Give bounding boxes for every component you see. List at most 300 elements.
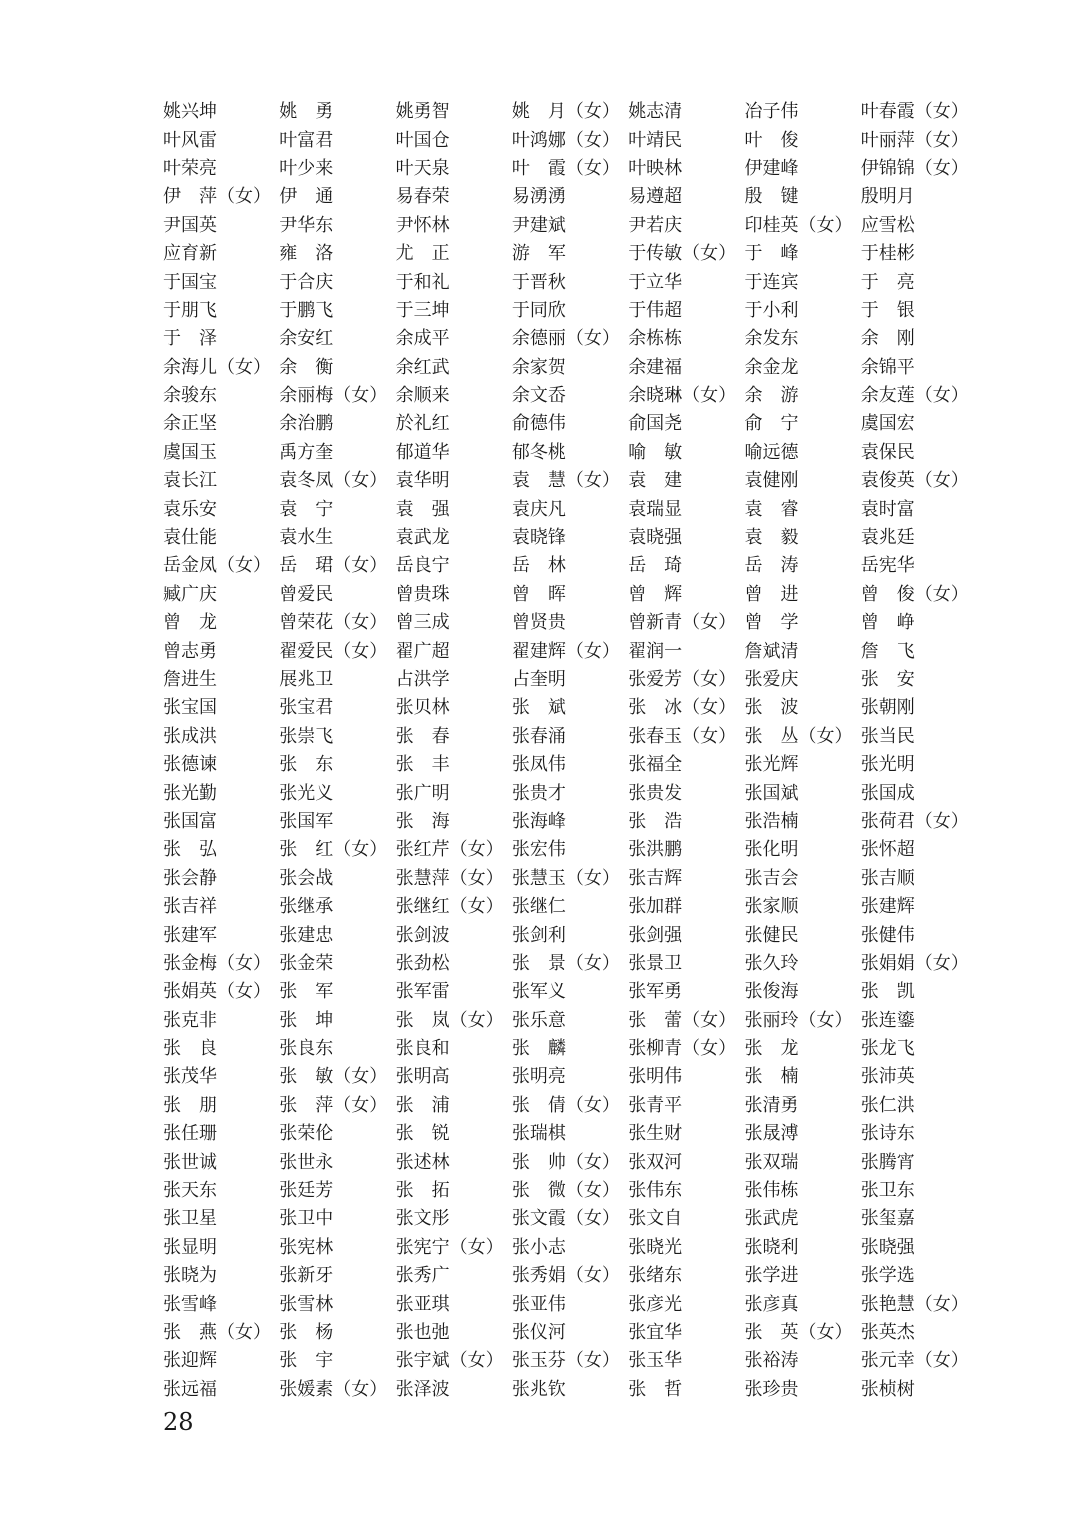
name-entry: 袁 建 bbox=[628, 470, 683, 492]
name-entry: 张吉顺 bbox=[860, 867, 915, 889]
name-entry: 袁 宁 bbox=[279, 498, 334, 520]
name-entry: 张雪峰 bbox=[163, 1293, 217, 1315]
name-entry: 张荣伦 bbox=[279, 1123, 334, 1145]
name-entry: 于 泽 bbox=[163, 328, 217, 350]
name-entry: 张 东 bbox=[279, 754, 334, 776]
name-entry: 岳 林 bbox=[511, 555, 566, 577]
name-entry: 于 亮 bbox=[860, 271, 915, 293]
name-entry: 张 红（女） bbox=[279, 839, 388, 861]
name-entry: 于晋秋 bbox=[511, 271, 566, 293]
name-entry: 张显明 bbox=[163, 1236, 217, 1258]
name-entry: 叶少来 bbox=[279, 157, 334, 179]
name-entry: 张生财 bbox=[628, 1123, 683, 1145]
name-entry: 于同欣 bbox=[511, 299, 566, 321]
name-entry: 张军雷 bbox=[395, 981, 450, 1003]
name-entry: 张光明 bbox=[860, 754, 915, 776]
name-entry: 曾 学 bbox=[744, 612, 799, 634]
name-entry: 张洪鹏 bbox=[628, 839, 683, 861]
name-entry: 张 景（女） bbox=[511, 952, 620, 974]
name-entry: 余红武 bbox=[395, 356, 450, 378]
name-entry: 张 拓 bbox=[395, 1180, 450, 1202]
name-row bbox=[163, 354, 963, 382]
name-entry: 张英杰 bbox=[860, 1321, 915, 1343]
name-entry: 张浩楠 bbox=[744, 810, 799, 832]
name-row bbox=[163, 581, 969, 609]
name-entry: 占奎明 bbox=[511, 669, 566, 690]
name-entry: 张武虎 bbox=[744, 1208, 799, 1230]
name-entry: 张迎辉 bbox=[163, 1350, 217, 1372]
name-entry: 张晓为 bbox=[163, 1265, 217, 1287]
name-entry: 张伟栋 bbox=[744, 1180, 799, 1202]
name-entry: 张文自 bbox=[628, 1208, 683, 1230]
name-entry: 张福全 bbox=[628, 754, 683, 776]
name-entry: 张玉芬（女） bbox=[511, 1350, 620, 1372]
name-entry: 余家贺 bbox=[511, 356, 566, 378]
name-entry: 张兆钦 bbox=[511, 1378, 566, 1400]
name-entry: 余建福 bbox=[628, 356, 683, 378]
name-entry: 张卫中 bbox=[279, 1208, 334, 1230]
name-entry: 张国成 bbox=[860, 782, 915, 804]
name-entry: 翟润一 bbox=[628, 640, 683, 662]
name-entry: 张 楠 bbox=[744, 1066, 799, 1088]
name-entry: 张宇斌（女） bbox=[395, 1350, 504, 1372]
name-entry: 于三坤 bbox=[395, 299, 450, 321]
name-entry: 张成洪 bbox=[163, 725, 217, 747]
name-row bbox=[163, 978, 963, 1006]
name-entry: 张媛素（女） bbox=[279, 1378, 388, 1400]
name-entry: 袁保民 bbox=[860, 441, 915, 463]
name-entry: 张 岚（女） bbox=[395, 1009, 504, 1031]
name-entry: 张文霞（女） bbox=[511, 1208, 620, 1230]
name-entry: 于鹏飞 bbox=[279, 299, 334, 321]
name-entry: 张玺嘉 bbox=[860, 1208, 915, 1230]
name-entry: 张建忠 bbox=[279, 924, 334, 946]
name-entry: 岳 珺（女） bbox=[279, 555, 388, 577]
name-entry: 张继仁 bbox=[511, 896, 566, 918]
name-entry: 张泽波 bbox=[395, 1378, 450, 1400]
name-row bbox=[163, 893, 963, 921]
name-entry: 俞 宁 bbox=[744, 413, 799, 435]
name-entry: 张连鎏 bbox=[860, 1009, 915, 1031]
name-row bbox=[163, 1035, 963, 1063]
name-entry: 于 峰 bbox=[744, 243, 799, 265]
name-row bbox=[163, 1007, 963, 1035]
name-entry: 张海峰 bbox=[511, 810, 566, 832]
name-entry: 张卫星 bbox=[163, 1208, 217, 1230]
name-entry: 郁道华 bbox=[395, 441, 450, 463]
name-entry: 张吉辉 bbox=[628, 867, 683, 889]
name-entry: 曾 峥 bbox=[860, 612, 915, 634]
name-entry: 袁健刚 bbox=[744, 470, 799, 492]
name-entry: 张龙飞 bbox=[860, 1038, 915, 1060]
name-entry: 张广明 bbox=[395, 782, 450, 804]
name-entry: 张金荣 bbox=[279, 952, 334, 974]
name-entry: 曾三成 bbox=[395, 612, 450, 634]
name-entry: 张德谏 bbox=[163, 754, 217, 776]
name-entry: 翟建辉（女） bbox=[511, 640, 620, 662]
name-entry: 张 军 bbox=[279, 981, 334, 1003]
name-entry: 伊 萍（女） bbox=[163, 186, 271, 208]
name-entry: 应育新 bbox=[163, 243, 217, 265]
name-entry: 张晓利 bbox=[744, 1236, 799, 1258]
name-entry: 袁乐安 bbox=[163, 498, 217, 520]
name-entry: 张小志 bbox=[511, 1236, 566, 1258]
name-entry: 张 坤 bbox=[279, 1009, 334, 1031]
name-row bbox=[163, 1319, 963, 1347]
name-entry: 张雪林 bbox=[279, 1293, 334, 1315]
name-entry: 于传敏（女） bbox=[628, 243, 737, 265]
name-entry: 张双瑞 bbox=[744, 1151, 799, 1173]
name-entry: 张继红（女） bbox=[395, 896, 504, 918]
name-row bbox=[163, 921, 963, 949]
name-entry: 伊建峰 bbox=[744, 157, 799, 179]
name-entry: 张慧萍（女） bbox=[395, 867, 504, 889]
name-entry: 余友莲（女） bbox=[860, 385, 969, 407]
name-entry: 张当民 bbox=[860, 725, 915, 747]
name-entry: 伊锦锦（女） bbox=[860, 157, 969, 179]
name-entry: 张吉祥 bbox=[163, 896, 217, 918]
name-entry: 冶子伟 bbox=[744, 101, 799, 123]
name-entry: 曾贤贵 bbox=[511, 612, 566, 634]
name-row bbox=[163, 1148, 963, 1176]
name-row bbox=[163, 268, 963, 296]
name-entry: 于桂彬 bbox=[860, 243, 915, 265]
name-entry: 展兆卫 bbox=[279, 669, 334, 690]
name-entry: 张世永 bbox=[279, 1151, 334, 1173]
name-entry: 张玉华 bbox=[628, 1350, 683, 1372]
name-entry: 于伟超 bbox=[628, 299, 683, 321]
name-entry: 雍 洛 bbox=[279, 243, 334, 265]
name-entry: 张荷君（女） bbox=[860, 810, 969, 832]
name-entry: 袁仕能 bbox=[163, 527, 217, 549]
name-entry: 张建辉 bbox=[860, 896, 915, 918]
name-row bbox=[163, 297, 963, 325]
name-row bbox=[163, 950, 969, 978]
name-entry: 袁俊英（女） bbox=[860, 470, 969, 492]
name-row bbox=[163, 439, 963, 467]
name-row bbox=[163, 865, 963, 893]
name-entry: 詹斌清 bbox=[744, 640, 799, 662]
name-entry: 袁长江 bbox=[163, 470, 217, 492]
name-entry: 袁华明 bbox=[395, 470, 450, 492]
name-entry: 张世诚 bbox=[163, 1151, 217, 1173]
name-entry: 岳 涛 bbox=[744, 555, 799, 577]
name-entry: 张春玉（女） bbox=[628, 725, 737, 747]
name-entry: 张 倩（女） bbox=[511, 1094, 620, 1116]
name-row bbox=[163, 183, 963, 211]
name-entry: 郁冬桃 bbox=[511, 441, 566, 463]
name-entry: 张 春 bbox=[395, 725, 450, 747]
name-entry: 张景卫 bbox=[628, 952, 683, 974]
name-entry: 虞国玉 bbox=[163, 441, 217, 463]
name-entry: 张劲松 bbox=[395, 952, 450, 974]
name-entry: 张国军 bbox=[279, 810, 334, 832]
name-row bbox=[163, 1205, 963, 1233]
name-entry: 叶国仓 bbox=[395, 129, 450, 151]
name-entry: 张 浩 bbox=[628, 810, 683, 832]
name-entry: 张腾宵 bbox=[860, 1151, 915, 1173]
name-entry: 张学选 bbox=[860, 1265, 915, 1287]
name-entry: 袁时富 bbox=[860, 498, 915, 520]
name-entry: 张继承 bbox=[279, 896, 334, 918]
name-row bbox=[163, 382, 969, 410]
name-entry: 张 斌 bbox=[511, 697, 566, 719]
name-entry: 张吉会 bbox=[744, 867, 799, 889]
name-row bbox=[163, 126, 969, 154]
name-entry: 张彦光 bbox=[628, 1293, 683, 1315]
name-entry: 张清勇 bbox=[744, 1094, 799, 1116]
name-entry: 张沛英 bbox=[860, 1066, 915, 1088]
name-row bbox=[163, 836, 963, 864]
name-entry: 应雪松 bbox=[860, 214, 915, 236]
name-entry: 尤 正 bbox=[395, 243, 450, 265]
name-row bbox=[163, 751, 963, 779]
name-entry: 张加群 bbox=[628, 896, 683, 918]
name-entry: 张茂华 bbox=[163, 1066, 217, 1088]
name-entry: 张宏伟 bbox=[511, 839, 566, 861]
name-entry: 尹国英 bbox=[163, 214, 217, 236]
name-entry: 袁 慧（女） bbox=[511, 470, 620, 492]
name-entry: 岳 琦 bbox=[628, 555, 683, 577]
name-entry: 袁晓强 bbox=[628, 527, 683, 549]
name-entry: 张珍贵 bbox=[744, 1378, 799, 1400]
name-entry: 臧广庆 bbox=[163, 583, 217, 605]
name-entry: 余海儿（女） bbox=[163, 356, 271, 378]
name-entry: 余丽梅（女） bbox=[279, 385, 388, 407]
name-entry: 张朝刚 bbox=[860, 697, 915, 719]
name-entry: 张秀广 bbox=[395, 1265, 450, 1287]
name-entry: 张 凯 bbox=[860, 981, 915, 1003]
name-entry: 张爱芳（女） bbox=[628, 669, 737, 690]
name-entry: 张会静 bbox=[163, 867, 217, 889]
name-entry: 曾 进 bbox=[744, 583, 799, 605]
name-entry: 叶春霞（女） bbox=[860, 101, 969, 123]
name-entry: 姚 月（女） bbox=[511, 101, 620, 123]
name-entry: 张远福 bbox=[163, 1378, 217, 1400]
name-entry: 叶天泉 bbox=[395, 157, 450, 179]
name-entry: 张新牙 bbox=[279, 1265, 334, 1287]
name-entry: 余 游 bbox=[744, 385, 799, 407]
name-entry: 张军义 bbox=[511, 981, 566, 1003]
name-entry: 张良和 bbox=[395, 1038, 450, 1060]
name-entry: 张国斌 bbox=[744, 782, 799, 804]
name-entry: 张春涌 bbox=[511, 725, 566, 747]
name-entry: 张艳慧（女） bbox=[860, 1293, 969, 1315]
name-entry: 曾志勇 bbox=[163, 640, 217, 662]
name-entry: 张仪河 bbox=[511, 1321, 566, 1343]
name-entry: 余德丽（女） bbox=[511, 328, 620, 350]
name-entry: 于连宾 bbox=[744, 271, 799, 293]
name-entry: 张宜华 bbox=[628, 1321, 683, 1343]
name-entry: 张剑波 bbox=[395, 924, 450, 946]
name-entry: 张 萍（女） bbox=[279, 1094, 388, 1116]
name-entry: 伊 通 bbox=[279, 186, 334, 208]
name-entry: 张光辉 bbox=[744, 754, 799, 776]
name-entry: 张晟溥 bbox=[744, 1123, 799, 1145]
name-entry: 张双河 bbox=[628, 1151, 683, 1173]
name-entry: 袁瑞显 bbox=[628, 498, 683, 520]
name-entry: 张学进 bbox=[744, 1265, 799, 1287]
name-entry: 于小利 bbox=[744, 299, 799, 321]
name-entry: 张光义 bbox=[279, 782, 334, 804]
name-entry: 于立华 bbox=[628, 271, 683, 293]
name-entry: 张 良 bbox=[163, 1038, 217, 1060]
name-entry: 姚勇智 bbox=[395, 101, 450, 123]
name-entry: 叶靖民 bbox=[628, 129, 683, 151]
name-entry: 张晓强 bbox=[860, 1236, 915, 1258]
name-entry: 喻 敏 bbox=[628, 441, 683, 463]
name-row bbox=[163, 467, 969, 495]
name-entry: 印桂英（女） bbox=[744, 214, 853, 236]
name-entry: 张 弘 bbox=[163, 839, 217, 861]
name-entry: 喻远德 bbox=[744, 441, 799, 463]
name-row bbox=[163, 1290, 969, 1318]
name-entry: 张柳青（女） bbox=[628, 1038, 737, 1060]
name-entry: 易春荣 bbox=[395, 186, 450, 208]
name-entry: 张文彤 bbox=[395, 1208, 450, 1230]
name-row bbox=[163, 1120, 963, 1148]
name-row bbox=[163, 609, 963, 637]
name-row bbox=[163, 1177, 963, 1205]
name-entry: 张慧玉（女） bbox=[511, 867, 620, 889]
name-entry: 袁庆凡 bbox=[511, 498, 566, 520]
name-entry: 袁冬凤（女） bbox=[279, 470, 388, 492]
name-entry: 张国富 bbox=[163, 810, 217, 832]
name-entry: 张 宇 bbox=[279, 1350, 334, 1372]
name-row bbox=[163, 212, 963, 240]
name-entry: 张伟东 bbox=[628, 1180, 683, 1202]
name-entry: 张贵才 bbox=[511, 782, 566, 804]
name-entry: 张崇飞 bbox=[279, 725, 334, 747]
name-entry: 姚兴坤 bbox=[163, 101, 217, 123]
name-list bbox=[163, 98, 969, 1404]
name-entry: 余金龙 bbox=[744, 356, 799, 378]
name-entry: 张也弛 bbox=[395, 1321, 450, 1343]
name-entry: 张 丰 bbox=[395, 754, 450, 776]
name-entry: 叶映林 bbox=[628, 157, 683, 179]
name-entry: 张红芹（女） bbox=[395, 839, 504, 861]
name-row bbox=[163, 98, 969, 126]
name-entry: 于合庆 bbox=[279, 271, 334, 293]
name-entry: 易遵超 bbox=[628, 186, 683, 208]
name-entry: 张光勤 bbox=[163, 782, 217, 804]
name-entry: 于朋飞 bbox=[163, 299, 217, 321]
name-entry: 叶 霞（女） bbox=[511, 157, 620, 179]
name-entry: 张 海 bbox=[395, 810, 450, 832]
page-number: 28 bbox=[163, 1408, 194, 1436]
name-entry: 曾贵珠 bbox=[395, 583, 450, 605]
name-row bbox=[163, 666, 963, 694]
name-row bbox=[163, 1262, 963, 1290]
name-entry: 张 丛（女） bbox=[744, 725, 853, 747]
name-entry: 殷明月 bbox=[860, 186, 915, 208]
name-entry: 张久玲 bbox=[744, 952, 799, 974]
name-entry: 余成平 bbox=[395, 328, 450, 350]
name-entry: 张任珊 bbox=[163, 1123, 217, 1145]
name-entry: 余栋栋 bbox=[628, 328, 683, 350]
name-entry: 叶丽萍（女） bbox=[860, 129, 969, 151]
name-entry: 张桢树 bbox=[860, 1378, 915, 1400]
name-entry: 张家顺 bbox=[744, 896, 799, 918]
name-entry: 张青平 bbox=[628, 1094, 683, 1116]
name-entry: 张 哲 bbox=[628, 1378, 683, 1400]
name-entry: 叶鸿娜（女） bbox=[511, 129, 620, 151]
name-entry: 张贝林 bbox=[395, 697, 450, 719]
name-entry: 张 冰（女） bbox=[628, 697, 737, 719]
name-entry: 余骏东 bbox=[163, 385, 217, 407]
name-entry: 叶荣亮 bbox=[163, 157, 217, 179]
name-entry: 俞国尧 bbox=[628, 413, 683, 435]
name-entry: 张瑞棋 bbox=[511, 1123, 566, 1145]
name-row bbox=[163, 240, 963, 268]
name-entry: 于和礼 bbox=[395, 271, 450, 293]
name-entry: 张 敏（女） bbox=[279, 1066, 388, 1088]
name-entry: 张宝国 bbox=[163, 697, 217, 719]
name-entry: 张 帅（女） bbox=[511, 1151, 620, 1173]
name-entry: 余锦平 bbox=[860, 356, 915, 378]
name-entry: 姚 勇 bbox=[279, 101, 334, 123]
name-entry: 曾爱民 bbox=[279, 583, 334, 605]
name-row bbox=[163, 1234, 963, 1262]
name-entry: 张化明 bbox=[744, 839, 799, 861]
name-entry: 余安红 bbox=[279, 328, 334, 350]
name-entry: 余文岙 bbox=[511, 385, 566, 407]
name-row bbox=[163, 552, 963, 580]
name-entry: 于国宝 bbox=[163, 271, 217, 293]
name-entry: 於礼红 bbox=[395, 413, 450, 435]
name-entry: 虞国宏 bbox=[860, 413, 915, 435]
name-entry: 张 浦 bbox=[395, 1094, 450, 1116]
name-entry: 张 龙 bbox=[744, 1038, 799, 1060]
name-entry: 曾新青（女） bbox=[628, 612, 737, 634]
name-entry: 张 波 bbox=[744, 697, 799, 719]
name-entry: 俞德伟 bbox=[511, 413, 566, 435]
name-entry: 岳宪华 bbox=[860, 555, 915, 577]
name-entry: 张俊海 bbox=[744, 981, 799, 1003]
name-entry: 岳金凤（女） bbox=[163, 555, 271, 577]
name-entry: 袁兆廷 bbox=[860, 527, 915, 549]
name-row bbox=[163, 1347, 969, 1375]
name-entry: 张娟娟（女） bbox=[860, 952, 969, 974]
name-entry: 于 银 bbox=[860, 299, 915, 321]
name-entry: 叶风雷 bbox=[163, 129, 217, 151]
name-entry: 岳良宁 bbox=[395, 555, 450, 577]
name-entry: 张爱庆 bbox=[744, 669, 799, 690]
name-entry: 余 刚 bbox=[860, 328, 915, 350]
name-entry: 张彦真 bbox=[744, 1293, 799, 1315]
name-entry: 禹方奎 bbox=[279, 441, 334, 463]
name-entry: 张元幸（女） bbox=[860, 1350, 969, 1372]
name-entry: 袁 强 bbox=[395, 498, 450, 520]
name-entry: 尹华东 bbox=[279, 214, 334, 236]
name-entry: 张绪东 bbox=[628, 1265, 683, 1287]
name-entry: 余发东 bbox=[744, 328, 799, 350]
name-entry: 张克非 bbox=[163, 1009, 217, 1031]
name-entry: 张明高 bbox=[395, 1066, 450, 1088]
name-entry: 曾 晖 bbox=[511, 583, 566, 605]
name-entry: 张 安 bbox=[860, 669, 915, 690]
name-entry: 詹 飞 bbox=[860, 640, 915, 662]
name-entry: 姚志清 bbox=[628, 101, 683, 123]
name-entry: 余治鹏 bbox=[279, 413, 334, 435]
name-entry: 余 衡 bbox=[279, 356, 334, 378]
name-entry: 张天东 bbox=[163, 1180, 217, 1202]
name-row bbox=[163, 495, 963, 523]
name-entry: 张会战 bbox=[279, 867, 334, 889]
name-entry: 张 杨 bbox=[279, 1321, 334, 1343]
name-entry: 张卫东 bbox=[860, 1180, 915, 1202]
name-entry: 余顺来 bbox=[395, 385, 450, 407]
